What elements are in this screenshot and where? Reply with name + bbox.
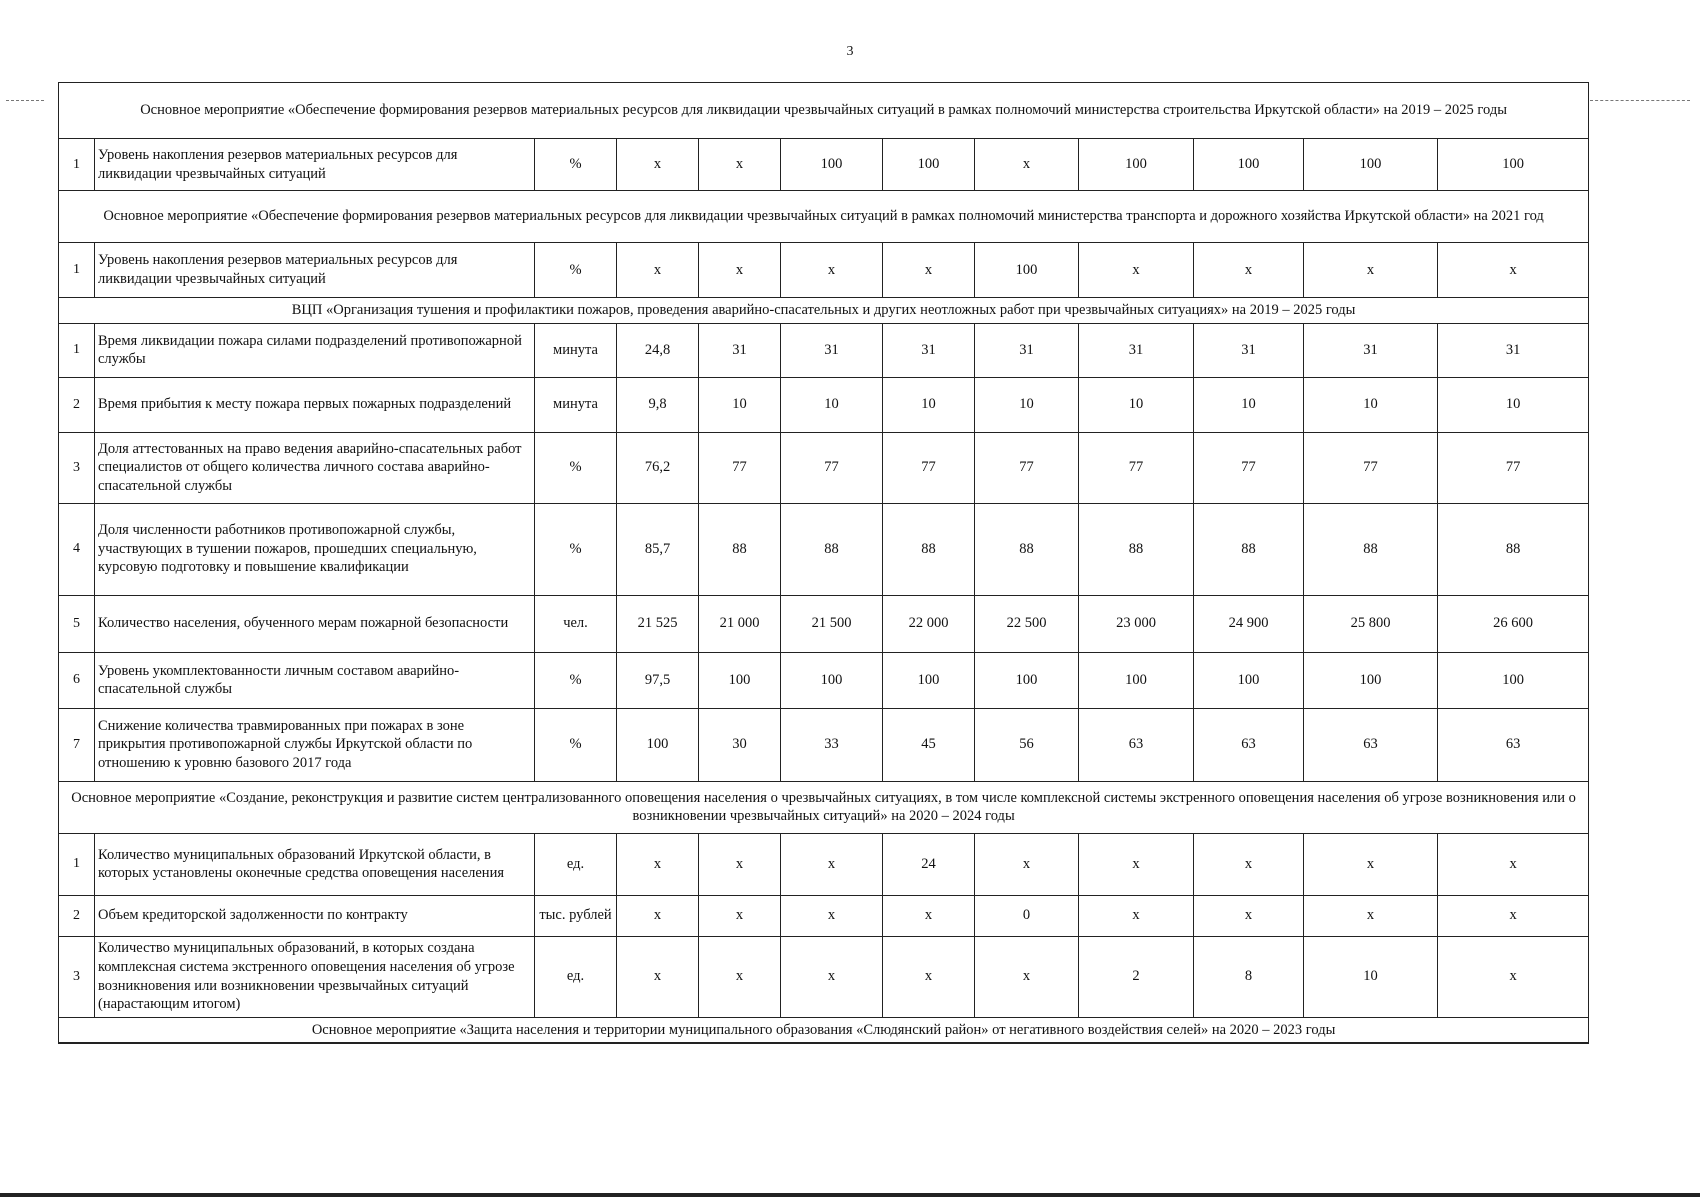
- indicator-value: 100: [617, 708, 699, 781]
- indicator-value: 100: [1438, 652, 1589, 708]
- indicator-value: 10: [781, 377, 883, 432]
- section-header-row: [59, 298, 1589, 324]
- indicator-value: 10: [1304, 377, 1438, 432]
- indicator-value: 45: [883, 708, 975, 781]
- indicator-row: [59, 503, 1589, 595]
- row-number: 2: [59, 895, 95, 936]
- indicator-value: 100: [975, 243, 1079, 298]
- row-number: 1: [59, 833, 95, 895]
- indicator-name: Доля численности работников противопожарной службы, участвующих в тушении пожаров, прошедших специальную, курсовую подготовку и повышение квалификации: [95, 503, 535, 595]
- indicator-row: [59, 652, 1589, 708]
- indicator-value: 100: [975, 652, 1079, 708]
- indicator-value: x: [699, 936, 781, 1017]
- indicator-value: 21 000: [699, 595, 781, 652]
- unit-of-measure: %: [535, 503, 617, 595]
- indicator-value: 21 500: [781, 595, 883, 652]
- section-header-row: [59, 1017, 1589, 1043]
- indicator-value: 85,7: [617, 503, 699, 595]
- indicator-row: [59, 833, 1589, 895]
- indicator-value: 97,5: [617, 652, 699, 708]
- indicator-value: 77: [883, 432, 975, 503]
- indicator-value: x: [617, 895, 699, 936]
- indicator-row: [59, 139, 1589, 191]
- indicator-value: 31: [699, 323, 781, 377]
- section-title: Основное мероприятие «Защита населения и территории муниципального образования «Слюдянский район» от негативного воздействия селей» на 2020 – 2023 годы: [59, 1017, 1589, 1043]
- indicator-value: x: [1438, 936, 1589, 1017]
- indicator-value: 100: [699, 652, 781, 708]
- indicator-value: 8: [1194, 936, 1304, 1017]
- indicator-value: 31: [975, 323, 1079, 377]
- indicator-value: x: [975, 139, 1079, 191]
- indicator-row: [59, 323, 1589, 377]
- indicator-value: x: [617, 139, 699, 191]
- row-number: 6: [59, 652, 95, 708]
- indicator-name: Уровень накопления резервов материальных ресурсов для ликвидации чрезвычайных ситуаций: [95, 139, 535, 191]
- section-title: Основное мероприятие «Обеспечение формирования резервов материальных ресурсов для ликвидации чрезвычайных ситуаций в рамках полномочий министерства транспорта и дорожного хозяйства Иркутской области» на 2021 год: [59, 191, 1589, 243]
- indicator-value: 100: [1304, 652, 1438, 708]
- row-number: 1: [59, 323, 95, 377]
- indicator-value: x: [699, 139, 781, 191]
- indicator-value: x: [1079, 895, 1194, 936]
- indicator-value: x: [781, 895, 883, 936]
- indicator-value: 24: [883, 833, 975, 895]
- indicator-name: Время прибытия к месту пожара первых пожарных подразделений: [95, 377, 535, 432]
- indicator-value: 88: [883, 503, 975, 595]
- indicator-name: Снижение количества травмированных при пожарах в зоне прикрытия противопожарной службы Иркутской области по отношению к уровню базового 2017 года: [95, 708, 535, 781]
- indicator-value: x: [883, 243, 975, 298]
- indicator-value: x: [1438, 243, 1589, 298]
- indicator-value: 26 600: [1438, 595, 1589, 652]
- indicator-value: 23 000: [1079, 595, 1194, 652]
- indicator-value: 56: [975, 708, 1079, 781]
- indicator-value: 2: [1079, 936, 1194, 1017]
- indicator-row: [59, 936, 1589, 1017]
- indicator-value: 100: [1194, 652, 1304, 708]
- indicator-value: x: [1438, 895, 1589, 936]
- indicator-value: 77: [781, 432, 883, 503]
- section-header-row: [59, 83, 1589, 139]
- indicator-value: 31: [883, 323, 975, 377]
- indicator-value: 24 900: [1194, 595, 1304, 652]
- indicator-value: 100: [1079, 652, 1194, 708]
- indicator-value: 63: [1304, 708, 1438, 781]
- indicator-value: 10: [975, 377, 1079, 432]
- indicator-value: x: [975, 833, 1079, 895]
- indicator-row: [59, 377, 1589, 432]
- unit-of-measure: %: [535, 243, 617, 298]
- indicator-name: Уровень накопления резервов материальных ресурсов для ликвидации чрезвычайных ситуаций: [95, 243, 535, 298]
- unit-of-measure: чел.: [535, 595, 617, 652]
- unit-of-measure: тыс. рублей: [535, 895, 617, 936]
- indicator-value: 9,8: [617, 377, 699, 432]
- unit-of-measure: минута: [535, 377, 617, 432]
- row-number: 1: [59, 243, 95, 298]
- indicator-value: 100: [781, 139, 883, 191]
- indicator-value: x: [617, 833, 699, 895]
- unit-of-measure: %: [535, 139, 617, 191]
- indicator-value: 88: [1194, 503, 1304, 595]
- page-bottom-rule: [0, 1193, 1700, 1197]
- indicator-value: 77: [1079, 432, 1194, 503]
- indicator-value: x: [699, 833, 781, 895]
- section-title: ВЦП «Организация тушения и профилактики пожаров, проведения аварийно-спасательных и других неотложных работ при чрезвычайных ситуациях» на 2019 – 2025 годы: [59, 298, 1589, 324]
- indicator-value: 100: [1304, 139, 1438, 191]
- indicator-value: x: [883, 936, 975, 1017]
- indicator-value: 31: [1438, 323, 1589, 377]
- indicator-value: 63: [1194, 708, 1304, 781]
- row-number: 4: [59, 503, 95, 595]
- indicator-value: 63: [1079, 708, 1194, 781]
- indicator-value: x: [617, 243, 699, 298]
- indicator-value: 88: [1304, 503, 1438, 595]
- indicator-value: 88: [699, 503, 781, 595]
- indicator-value: 77: [1194, 432, 1304, 503]
- indicator-value: x: [1194, 833, 1304, 895]
- indicator-value: 76,2: [617, 432, 699, 503]
- indicator-value: 21 525: [617, 595, 699, 652]
- indicator-value: x: [975, 936, 1079, 1017]
- indicator-value: 100: [1194, 139, 1304, 191]
- indicator-value: 10: [699, 377, 781, 432]
- indicator-value: x: [699, 895, 781, 936]
- indicator-value: x: [1194, 895, 1304, 936]
- indicator-name: Количество муниципальных образований Иркутской области, в которых установлены оконечные средства оповещения населения: [95, 833, 535, 895]
- indicator-name: Доля аттестованных на право ведения аварийно-спасательных работ специалистов от общего количества личного состава аварийно-спасательной службы: [95, 432, 535, 503]
- indicator-value: 24,8: [617, 323, 699, 377]
- indicator-value: 22 500: [975, 595, 1079, 652]
- indicator-value: x: [1079, 833, 1194, 895]
- indicator-value: 10: [1194, 377, 1304, 432]
- indicator-name: Уровень укомплектованности личным составом аварийно-спасательной службы: [95, 652, 535, 708]
- indicator-name: Количество населения, обученного мерам пожарной безопасности: [95, 595, 535, 652]
- indicator-value: 100: [883, 139, 975, 191]
- row-number: 3: [59, 936, 95, 1017]
- indicator-value: 10: [1079, 377, 1194, 432]
- indicator-value: 100: [1079, 139, 1194, 191]
- indicator-value: 25 800: [1304, 595, 1438, 652]
- indicator-value: x: [1438, 833, 1589, 895]
- unit-of-measure: %: [535, 652, 617, 708]
- section-header-row: [59, 781, 1589, 833]
- indicator-value: 31: [1079, 323, 1194, 377]
- indicator-value: x: [1304, 833, 1438, 895]
- indicator-value: x: [781, 936, 883, 1017]
- unit-of-measure: ед.: [535, 833, 617, 895]
- indicator-value: x: [1304, 895, 1438, 936]
- indicator-value: 31: [1194, 323, 1304, 377]
- indicator-value: 88: [781, 503, 883, 595]
- indicator-value: x: [883, 895, 975, 936]
- scan-margin-mark: [6, 100, 44, 101]
- unit-of-measure: минута: [535, 323, 617, 377]
- section-title: Основное мероприятие «Создание, реконструкция и развитие систем централизованного оповещения населения о чрезвычайных ситуациях, в том числе комплексной системы экстренного оповещения населения об угрозе возникновения или о возникновении чрезвычайных ситуаций» на 2020 – 2024 годы: [59, 781, 1589, 833]
- section-title: Основное мероприятие «Обеспечение формирования резервов материальных ресурсов для ликвидации чрезвычайных ситуаций в рамках полномочий министерства строительства Иркутской области» на 2019 – 2025 годы: [59, 83, 1589, 139]
- indicator-name: Объем кредиторской задолженности по контракту: [95, 895, 535, 936]
- indicator-value: 88: [1438, 503, 1589, 595]
- indicator-value: x: [1079, 243, 1194, 298]
- row-number: 1: [59, 139, 95, 191]
- section-header-row: [59, 191, 1589, 243]
- indicator-row: [59, 243, 1589, 298]
- indicator-value: 31: [1304, 323, 1438, 377]
- unit-of-measure: ед.: [535, 936, 617, 1017]
- indicator-value: x: [699, 243, 781, 298]
- row-number: 3: [59, 432, 95, 503]
- indicator-row: [59, 895, 1589, 936]
- scan-margin-mark: [1590, 100, 1690, 101]
- indicator-value: 77: [699, 432, 781, 503]
- indicator-value: 77: [1438, 432, 1589, 503]
- indicator-value: 0: [975, 895, 1079, 936]
- indicator-value: 30: [699, 708, 781, 781]
- indicator-name: Время ликвидации пожара силами подразделений противопожарной службы: [95, 323, 535, 377]
- row-number: 2: [59, 377, 95, 432]
- indicator-value: 77: [1304, 432, 1438, 503]
- row-number: 7: [59, 708, 95, 781]
- indicator-value: 77: [975, 432, 1079, 503]
- indicator-value: 33: [781, 708, 883, 781]
- indicator-value: x: [781, 833, 883, 895]
- indicator-row: [59, 708, 1589, 781]
- indicator-value: 100: [883, 652, 975, 708]
- indicator-value: 10: [883, 377, 975, 432]
- indicator-value: 22 000: [883, 595, 975, 652]
- page-number: 3: [846, 44, 854, 59]
- indicator-value: x: [1304, 243, 1438, 298]
- indicator-value: 100: [781, 652, 883, 708]
- indicator-value: 100: [1438, 139, 1589, 191]
- indicator-name: Количество муниципальных образований, в которых создана комплексная система экстренного оповещения населения об угрозе возникновения или возникновении чрезвычайных ситуаций (нарастающим итогом): [95, 936, 535, 1017]
- indicator-value: 88: [975, 503, 1079, 595]
- indicator-row: [59, 595, 1589, 652]
- unit-of-measure: %: [535, 432, 617, 503]
- indicators-table: [58, 82, 1589, 1044]
- indicator-value: x: [1194, 243, 1304, 298]
- indicator-value: x: [781, 243, 883, 298]
- indicator-value: 63: [1438, 708, 1589, 781]
- indicator-row: [59, 432, 1589, 503]
- row-number: 5: [59, 595, 95, 652]
- indicator-value: 31: [781, 323, 883, 377]
- indicator-value: 10: [1438, 377, 1589, 432]
- unit-of-measure: %: [535, 708, 617, 781]
- indicator-value: 88: [1079, 503, 1194, 595]
- indicator-value: 10: [1304, 936, 1438, 1017]
- indicator-value: x: [617, 936, 699, 1017]
